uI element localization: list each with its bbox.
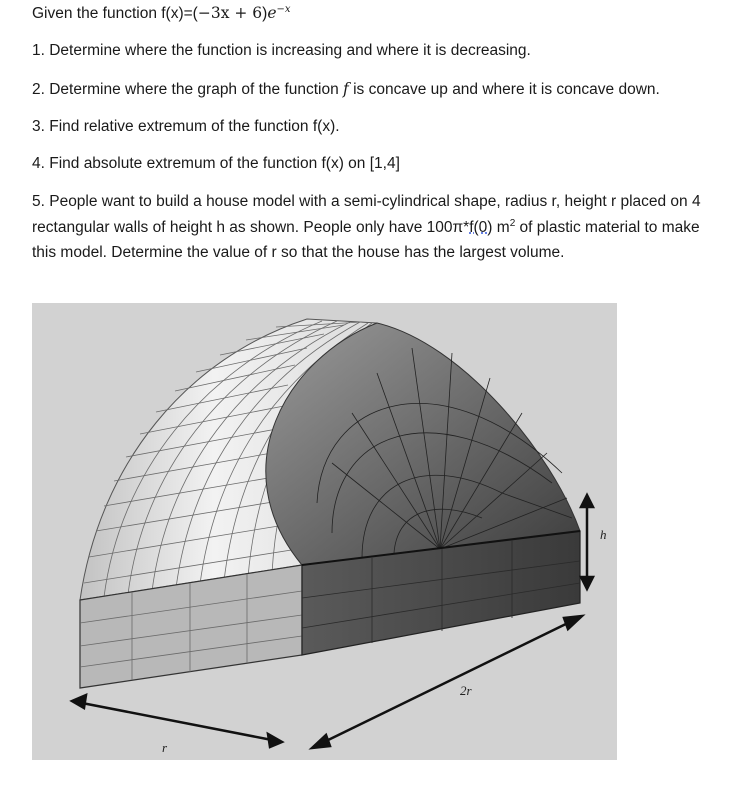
label-h: h [600, 527, 607, 542]
problem-intro [32, 4, 291, 23]
house-model-figure [32, 303, 617, 760]
f-zero: f(0) [469, 218, 493, 236]
function-expression: −3x + 6 [197, 4, 263, 22]
width-arrow-r [72, 695, 282, 747]
question-3: 3. Find relative extremum of the function f(x). [32, 118, 340, 135]
function-symbol: f [343, 80, 349, 98]
exp-base: e [267, 4, 277, 22]
question-5: 5. People want to build a house model with a semi-cylindrical shape, radius r, height r placed on 4 rectangular walls of height h as shown. People only have 100π*f(0) $m^2$ of plastic material to make this model. Determine the value of r so that the house has the largest volume. [32, 193, 701, 261]
intro-prefix: Given the function f(x)=( [32, 5, 198, 22]
question-2: 2. Determine where the graph of the function f is concave up and where it is concave down. [32, 80, 660, 98]
label-2r: 2r [460, 683, 472, 698]
label-r: r [162, 740, 168, 755]
exp-power: −x [276, 3, 291, 15]
question-4: 4. Find absolute extremum of the function f(x) on [1,4] [32, 155, 400, 172]
question-1: 1. Determine where the function is increasing and where it is decreasing. [32, 42, 531, 59]
intro-close: ) [262, 5, 268, 22]
height-arrow [581, 495, 593, 589]
